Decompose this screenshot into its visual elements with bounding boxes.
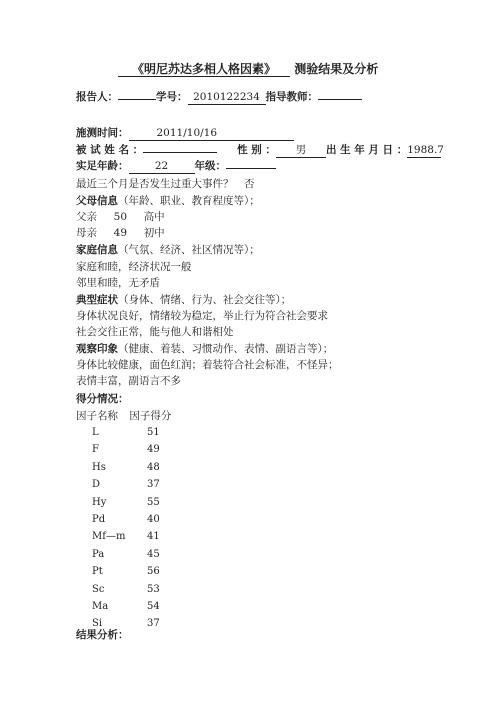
parents-note: （年龄、职业、教育程度等）； (118, 195, 260, 207)
family-line-1: 家庭和睦，经济状况一般 (76, 261, 192, 273)
father-role: 父亲 (76, 211, 97, 223)
mother-age: 49 (113, 227, 128, 239)
student-id-value: 2010122234 (188, 91, 266, 105)
subject-name-label: 被 试 姓 名 ： (76, 144, 144, 156)
factor-name: Ma (92, 601, 109, 612)
factor-row (92, 462, 160, 473)
factor-score: 41 (147, 531, 160, 543)
factor-score: 56 (147, 566, 160, 578)
family-heading (76, 243, 260, 257)
factor-score: 55 (147, 496, 160, 508)
test-time-value: 2011/10/16 (129, 127, 294, 141)
page-title (118, 60, 378, 77)
factor-score: 37 (147, 618, 160, 630)
scores-header-row (76, 409, 171, 423)
grade-label: 年级： (194, 160, 226, 172)
father-edu: 高中 (143, 211, 165, 223)
factor-name: Mf—m (92, 531, 126, 543)
real-age-label: 实足年龄： (76, 160, 129, 172)
parents-label: 父母信息 (76, 195, 118, 207)
gender-value: 男 (276, 144, 326, 158)
factor-row (92, 444, 160, 455)
family-label: 家庭信息 (76, 244, 118, 256)
mother-row (76, 226, 165, 240)
factor-row (92, 531, 160, 542)
factor-row (92, 479, 160, 490)
factor-name: Hs (92, 461, 106, 473)
title-book-name: 《明尼苏达多相人格因素》 (118, 63, 290, 77)
factor-name: Pd (92, 514, 106, 525)
factor-score: 37 (147, 479, 160, 491)
reporter-label: 报告人： (76, 91, 118, 103)
factor-score: 49 (147, 444, 160, 456)
student-id-label: 学号： (156, 91, 188, 103)
birth-value: 1988.7 (407, 144, 444, 156)
birth-label: 出 生 年 月 日 ： (325, 144, 408, 156)
factor-name: Pt (92, 566, 103, 578)
factor-row (92, 549, 160, 560)
real-age-value: 22 (129, 160, 195, 174)
factor-row (92, 584, 160, 595)
grade-value (226, 168, 276, 169)
analysis-heading: 结果分析： (76, 629, 129, 641)
factor-name: L (92, 427, 99, 438)
col-factor-name: 因子名称 (76, 410, 118, 422)
factor-row (92, 566, 160, 577)
observation-label: 观察印象 (76, 343, 118, 355)
recent-events: 最近三个月是否发生过重大事件？ 否 (76, 178, 255, 190)
factor-name: Si (92, 618, 103, 630)
father-age: 50 (113, 211, 128, 223)
mother-edu: 初中 (143, 227, 165, 239)
observation-note: （健康、着装、习惯动作、表情、副语言等）； (118, 343, 334, 355)
factor-name: Sc (92, 583, 105, 595)
factor-name: D (92, 479, 101, 491)
gender-label: 性 别 ： (237, 144, 276, 156)
title-rest: 测验结果及分析 (294, 62, 379, 76)
subject-row (76, 143, 444, 158)
family-line-2: 邻里和睦，无矛盾 (76, 277, 160, 289)
symptoms-line-2: 社会交往正常，能与他人和谐相处 (76, 326, 234, 338)
scores-heading: 得分情况： (76, 393, 129, 405)
factor-score: 45 (147, 548, 160, 560)
advisor-label: 指导教师： (265, 91, 318, 103)
col-factor-score: 因子得分 (129, 410, 172, 422)
factor-row (92, 601, 160, 612)
family-note: （气氛、经济、社区情况等）； (118, 244, 260, 256)
factor-score: 54 (147, 601, 160, 612)
age-row (76, 159, 276, 174)
symptoms-heading (76, 293, 291, 307)
advisor-value (318, 99, 362, 100)
mother-role: 母亲 (76, 227, 97, 239)
parents-heading (76, 194, 260, 208)
symptoms-label: 典型症状 (76, 294, 118, 306)
test-time-row (76, 126, 294, 141)
test-time-label: 施测时间： (76, 127, 129, 139)
factor-score: 51 (147, 427, 160, 438)
observation-line-2: 表情丰富，副语言不多 (76, 375, 181, 387)
factor-name: Hy (92, 496, 107, 508)
factor-score: 40 (147, 514, 160, 525)
factor-name: F (92, 444, 99, 456)
reporter-row (76, 90, 362, 105)
father-row (76, 210, 165, 224)
factor-name: Pa (92, 548, 105, 560)
factor-row (92, 497, 160, 508)
factor-row (92, 514, 160, 525)
factor-score: 53 (147, 583, 160, 595)
symptoms-note: （身体、情绪、行为、社会交往等）； (118, 294, 292, 306)
symptoms-line-1: 身体状况良好，情绪较为稳定，举止行为符合社会要求 (76, 310, 328, 322)
observation-line-1: 身体比较健康，面色红润；着装符合社会标准，不怪异； (76, 359, 339, 371)
factor-row (92, 427, 160, 438)
subject-name-value (143, 152, 217, 153)
observation-heading (76, 342, 333, 356)
reporter-value (118, 99, 156, 100)
factor-score: 48 (147, 461, 160, 473)
